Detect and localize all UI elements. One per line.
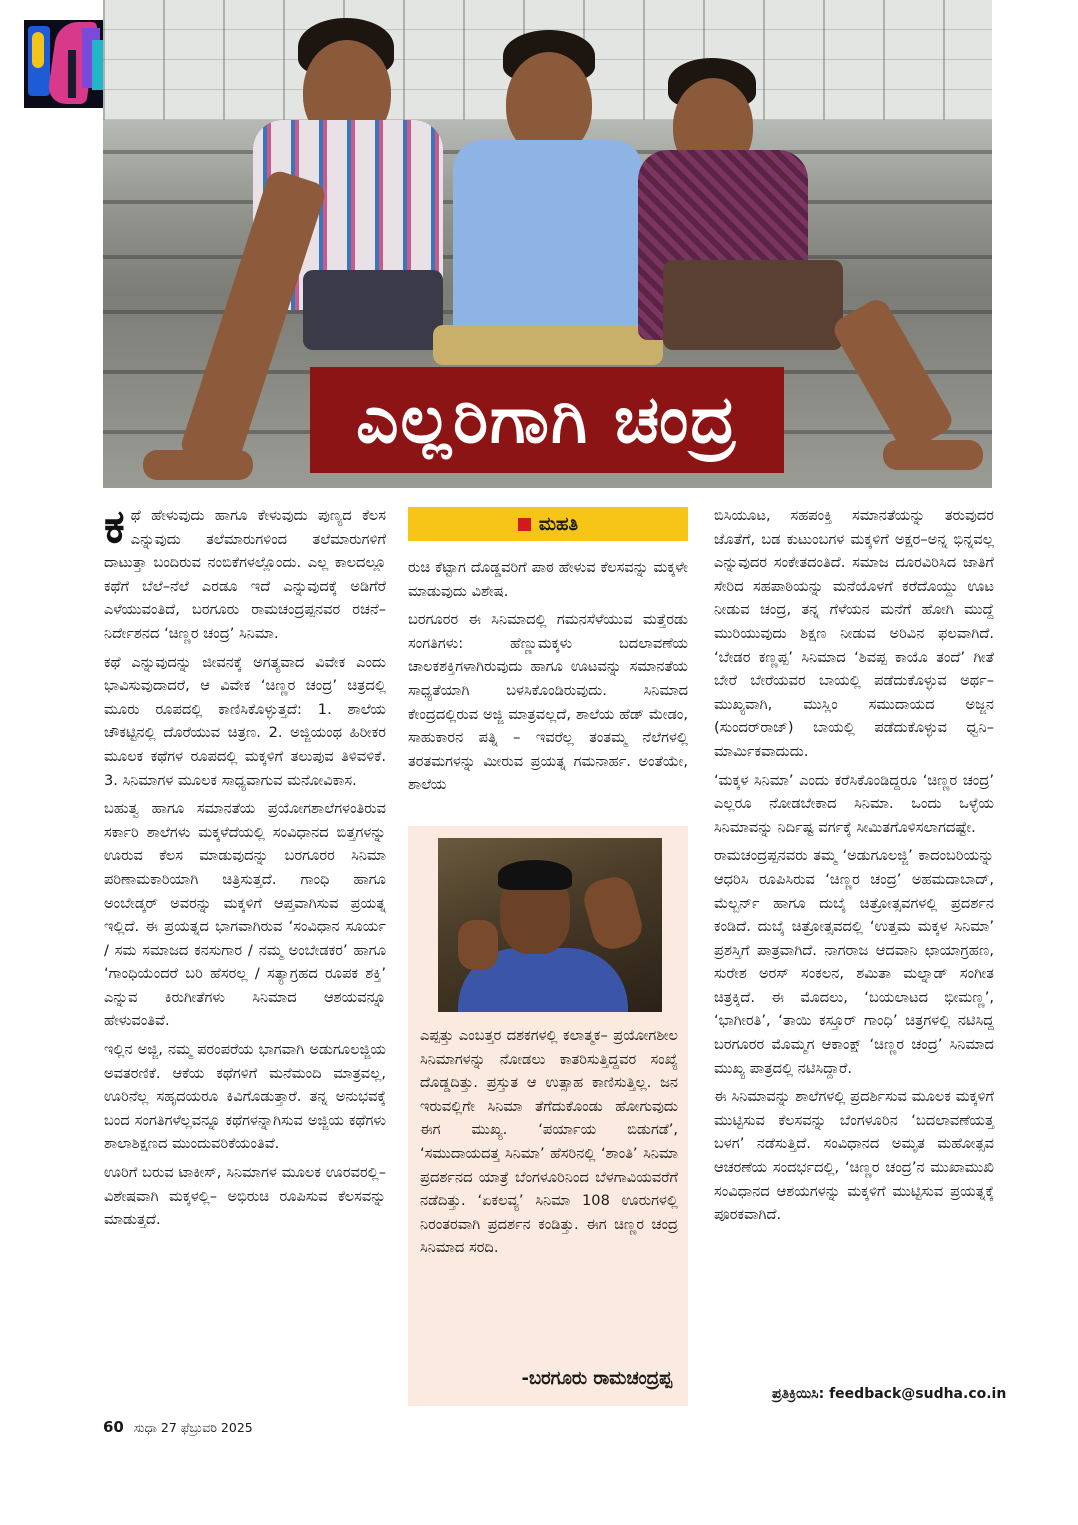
- paragraph: ಬಿಸಿಯೂಟ, ಸಹಪಂಕ್ತಿ ಸಮಾನತೆಯನ್ನು ತರುವುದರ ಜೊತೆಗೆ, ಬಡ ಕುಟುಂಬಗಳ ಮಕ್ಕಳಿಗೆ ಅಕ್ಷರ–ಅನ್ನ ಭಿನ್ನವಲ್ಲ ಎನ್ನುವುದರ ಸಂಕೇತದಂತಿದೆ. ಸಮಾಜ ದೂರವಿರಿಸಿದ ಜಾತಿಗೆ ಸೇರಿದ ಸಹಪಾಠಿಯನ್ನು ಮನೆಯೊಳಗೆ ಕರೆದೊಯ್ದು ಊಟ ನೀಡುವ ಚಂದ್ರ, ತನ್ನ ಗೆಳೆಯನ ಮನೆಗೆ ಹೋಗಿ ಮುದ್ದೆ ಮುರಿಯುವುದು ಶಿಕ್ಷಣ ನೀಡುವ ಅರಿವಿನ ಫಲವಾಗಿದೆ. ‘ಬೇಡರ ಕಣ್ಣಪ್ಪ’ ಸಿನಿಮಾದ ‘ಶಿವಪ್ಪ ಕಾಯೊ ತಂದೆ’ ಗೀತೆ ಬೇರೆ ಬೇರೆಯವರ ಬಾಯಲ್ಲಿ ಪಡೆದುಕೊಳ್ಳುವ ಅರ್ಥ– ಮುಖ್ಯವಾಗಿ, ಮುಸ್ಲಿಂ ಸಮುದಾಯದ ಅಜ್ಜನ (ಸುಂದರ್‌ರಾಜ್) ಬಾಯಲ್ಲಿ ಪಡೆದುಕೊಳ್ಳುವ ಧ್ವನಿ– ಮಾರ್ಮಿಕವಾದುದು.: [714, 507, 994, 760]
- paragraph: ಕಥೆ ಹೇಳುವುದು ಹಾಗೂ ಕೇಳುವುದು ಪುಣ್ಯದ ಕೆಲಸ ಎನ್ನುವುದು ತಲೆಮಾರುಗಳಿಂದ ತಲೆಮಾರುಗಳಿಗೆ ದಾಟುತ್ತಾ ಬಂದಿರುವ ನಂಬಿಕೆಗಳಲ್ಲೊಂದು. ಎಲ್ಲ ಕಾಲದಲ್ಲೂ ಕಥೆಗೆ ಬೆಲೆ–ನೆಲೆ ಎರಡೂ ಇದೆ ಎನ್ನುವುದಕ್ಕೆ ಅಡಿಗೆರೆ ಎಳೆಯುವಂತಿದೆ, ಬರಗೂರು ರಾಮಚಂದ್ರಪ್ಪನವರ ರಚನೆ–ನಿರ್ದೇಶನದ ‘ಚಿಣ್ಣರ ಚಂದ್ರ’ ಸಿನಿಮಾ.: [104, 499, 386, 642]
- paragraph: ಊರಿಗೆ ಬರುವ ಟಾಕೀಸ್, ಸಿನಿಮಾಗಳ ಮೂಲಕ ಊರವರಲ್ಲಿ– ವಿಶೇಷವಾಗಿ ಮಕ್ಕಳಲ್ಲಿ– ಅಭಿರುಚಿ ರೂಪಿಸುವ ಕೆಲಸವನ್ನು ಮಾಡುತ್ತದೆ.: [104, 1164, 386, 1229]
- page-footer: [103, 1418, 253, 1436]
- headline-banner: [310, 367, 784, 473]
- quote-signature: -ಬರಗೂರು ರಾಮಚಂದ್ರಪ್ಪ: [521, 1368, 672, 1389]
- dropcap: ಕ: [104, 499, 125, 553]
- author-byline: [408, 507, 688, 541]
- paragraph: ಬರಗೂರರ ಈ ಸಿನಿಮಾದಲ್ಲಿ ಗಮನಸೆಳೆಯುವ ಮತ್ತೆರಡು ಸಂಗತಿಗಳು: ಹೆಣ್ಣುಮಕ್ಕಳು ಬದಲಾವಣೆಯ ಚಾಲಕಶಕ್ತಿಗಳಾಗಿರುವುದು ಹಾಗೂ ಊಟವನ್ನು ಸಮಾನತೆಯ ಸಾಧ್ಯತೆಯಾಗಿ ಬಳಸಿಕೊಂಡಿರುವುದು. ಸಿನಿಮಾದ ಕೇಂದ್ರದಲ್ಲಿರುವ ಅಜ್ಜಿ ಮಾತ್ರವಲ್ಲದೆ, ಶಾಲೆಯ ಹೆಡ್ ಮೇಡಂ, ಸಾಹುಕಾರನ ಪತ್ನಿ – ಇವರೆಲ್ಲ ತಂತಮ್ಮ ನೆಲೆಗಳಲ್ಲಿ ತರತಮಗಳನ್ನು ಮೀರುವ ಪ್ರಯತ್ನ ಗಮನಾರ್ಹ. ಅಂತೆಯೇ, ಶಾಲೆಯ: [408, 611, 688, 794]
- issue-info: ಸುಧಾ 27 ಫೆಬ್ರುವರಿ 2025: [133, 1420, 253, 1435]
- paragraph: ಕಥೆ ಎನ್ನುವುದನ್ನು ಜೀವನಕ್ಕೆ ಅಗತ್ಯವಾದ ವಿವೇಕ ಎಂದು ಭಾವಿಸುವುದಾದರೆ, ಆ ವಿವೇಕ ‘ಚಿಣ್ಣರ ಚಂದ್ರ’ ಚಿತ್ರದಲ್ಲಿ ಮೂರು ರೂಪದಲ್ಲಿ ಕಾಣಿಸಿಕೊಳ್ಳುತ್ತದೆ: 1. ಶಾಲೆಯ ಚೌಕಟ್ಟಿನಲ್ಲಿ ದೊರೆಯುವ ಚಿತ್ರಣ. 2. ಅಜ್ಜಿಯಂಥ ಹಿರೀಕರ ಮೂಲಕ ಕಥೆಗಳ ರೂಪದಲ್ಲಿ ಮಕ್ಕಳಿಗೆ ತಲುಪುವ ತಿಳಿವಳಿಕೆ. 3. ಸಿನಿಮಾಗಳ ಮೂಲಕ ಸಾಧ್ಯವಾಗುವ ಮನೋವಿಕಾಸ.: [104, 653, 386, 789]
- director-quote-box: [408, 826, 688, 1406]
- section-logo: [24, 20, 110, 108]
- article-column-1: [104, 499, 386, 1237]
- paragraph: ಇಲ್ಲಿನ ಅಜ್ಜಿ, ನಮ್ಮ ಪರಂಪರೆಯ ಭಾಗವಾಗಿ ಅಡುಗೂಲಜ್ಜಿಯ ಅವತರಣಿಕೆ. ಆಕೆಯ ಕಥೆಗಳಿಗೆ ಮನೆಮಂದಿ ಮಾತ್ರವಲ್ಲ, ಊರಿನೆಲ್ಲ ಸಹೃದಯರೂ ಕಿವಿಗೊಡುತ್ತಾರೆ. ತನ್ನ ಅನುಭವಕ್ಕೆ ಬಂದ ಸಂಗತಿಗಳೆಲ್ಲವನ್ನೂ ಕಥೆಗಳನ್ನಾಗಿಸುವ ಅಜ್ಜಿಯ ಕಥೆಗಳು ಶಾಲಾಶಿಕ್ಷಣದ ಮುಂದುವರಿಕೆಯಂತಿವೆ.: [104, 1041, 386, 1153]
- page-number: 60: [103, 1418, 124, 1436]
- paragraph: ರಾಮಚಂದ್ರಪ್ಪನವರು ತಮ್ಮ ‘ಅಡುಗೂಲಜ್ಜಿ’ ಕಾದಂಬರಿಯನ್ನು ಆಧರಿಸಿ ರೂಪಿಸಿರುವ ‘ಚಿಣ್ಣರ ಚಂದ್ರ’ ಅಹಮದಾಬಾದ್, ಮೆಲ್ಬರ್ನ್ ಹಾಗೂ ದುಬೈ ಚಿತ್ರೋತ್ಸವಗಳಲ್ಲಿ ಪ್ರದರ್ಶನ ಕಂಡಿದೆ. ದುಬೈ ಚಿತ್ರೋತ್ಸವದಲ್ಲಿ ‘ಉತ್ತಮ ಮಕ್ಕಳ ಸಿನಿಮಾ’ ಪ್ರಶಸ್ತಿಗೆ ಪಾತ್ರವಾಗಿದೆ. ನಾಗರಾಜ ಆದವಾನಿ ಛಾಯಾಗ್ರಹಣ, ಸುರೇಶ ಅರಸ್ ಸಂಕಲನ, ಶಮಿತಾ ಮಲ್ನಾಡ್ ಸಂಗೀತ ಚಿತ್ರಕ್ಕಿದೆ. ಈ ಮೊದಲು, ‘ಬಯಲಾಟದ ಭೀಮಣ್ಣ’, ‘ಭಾಗೀರತಿ’, ‘ತಾಯಿ ಕಸ್ತೂರ್ ಗಾಂಧಿ’ ಚಿತ್ರಗಳಲ್ಲಿ ನಟಿಸಿದ್ದ ಬರಗೂರರ ಮೊಮ್ಮಗ ಆಕಾಂಕ್ಷ್ ‘ಚಿಣ್ಣರ ಚಂದ್ರ’ ಸಿನಿಮಾದ ಮುಖ್ಯ ಪಾತ್ರದಲ್ಲಿ ನಟಿಸಿದ್ದಾರೆ.: [714, 847, 994, 1077]
- article-column-3: [714, 504, 994, 1232]
- quote-text: ಎಪ್ಪತ್ತು ಎಂಬತ್ತರ ದಶಕಗಳಲ್ಲಿ ಕಲಾತ್ಮಕ– ಪ್ರಯೋಗಶೀಲ ಸಿನಿಮಾಗಳನ್ನು ನೋಡಲು ಕಾತರಿಸುತ್ತಿದ್ದವರ ಸಂಖ್ಯೆ ದೊಡ್ಡದಿತ್ತು. ಪ್ರಸ್ತುತ ಆ ಉತ್ಸಾಹ ಕಾಣಿಸುತ್ತಿಲ್ಲ. ಜನ ಇರುವಲ್ಲಿಗೇ ಸಿನಿಮಾ ತೆಗೆದುಕೊಂಡು ಹೋಗುವುದು ಈಗ ಮುಖ್ಯ. ‘ಪರ್ಯಾಯ ಬಿಡುಗಡೆ’, ‘ಸಮುದಾಯದತ್ತ ಸಿನಿಮಾ’ ಹೆಸರಿನಲ್ಲಿ ‘ಶಾಂತಿ’ ಸಿನಿಮಾ ಪ್ರದರ್ಶನದ ಯಾತ್ರೆ ಬೆಂಗಳೂರಿನಿಂದ ಬೆಳಗಾವಿಯವರೆಗೆ ನಡೆದಿತ್ತು. ‘ಏಕಲವ್ಯ’ ಸಿನಿಮಾ 108 ಊರುಗಳಲ್ಲಿ ನಿರಂತರವಾಗಿ ಪ್ರದರ್ಶನ ಕಂಡಿತ್ತು. ಈಗ ಚಿಣ್ಣರ ಚಂದ್ರ ಸಿನಿಮಾದ ಸರದಿ.: [420, 1027, 678, 1257]
- paragraph: ಬಹುತ್ವ ಹಾಗೂ ಸಮಾನತೆಯ ಪ್ರಯೋಗಶಾಲೆಗಳಂತಿರುವ ಸರ್ಕಾರಿ ಶಾಲೆಗಳು ಮಕ್ಕಳೆದೆಯಲ್ಲಿ ಸಂವಿಧಾನದ ಬಿತ್ತಗಳನ್ನು ಊರುವ ಕೆಲಸ ಮಾಡುವುದನ್ನು ಬರಗೂರರ ಸಿನಿಮಾ ಪರಿಣಾಮಕಾರಿಯಾಗಿ ಚಿತ್ರಿಸುತ್ತದೆ. ಗಾಂಧಿ ಹಾಗೂ ಅಂಬೇಡ್ಕರ್ ಅವರನ್ನು ಮಕ್ಕಳಿಗೆ ಆಪ್ತವಾಗಿಸುವ ಪ್ರಯತ್ನ ಇಲ್ಲಿದೆ. ಈ ಪ್ರಯತ್ನದ ಭಾಗವಾಗಿರುವ ‘ಸಂವಿಧಾನ ಸೂರ್ಯ / ಸಮ ಸಮಾಜದ ಕನಸುಗಾರ / ನಮ್ಮ ಅಂಬೇಡಕರ’ ಹಾಗೂ ‘ಗಾಂಧಿಯೆಂದರೆ ಬರಿ ಹೆಸರಲ್ಲ / ಸತ್ಯಾಗ್ರಹದ ರೂಪಕ ಶಕ್ತಿ’ ಎನ್ನುವ ಕಿರುಗೀತೆಗಳು ಸಿನಿಮಾದ ಆಶಯವನ್ನೂ ಹೇಳುವಂತಿವೆ.: [104, 800, 386, 1030]
- paragraph: ರುಚಿ ಕೆಟ್ಟಾಗ ದೊಡ್ಡವರಿಗೆ ಪಾಠ ಹೇಳುವ ಕೆಲಸವನ್ನು ಮಕ್ಕಳೇ ಮಾಡುವುದು ವಿಶೇಷ.: [408, 559, 688, 600]
- byline-square-icon: [518, 518, 531, 531]
- feedback-line: ಪ್ರತಿಕ್ರಿಯಿಸಿ: feedback@sudha.co.in: [772, 1386, 1007, 1402]
- paragraph: ‘ಮಕ್ಕಳ ಸಿನಿಮಾ’ ಎಂದು ಕರೆಸಿಕೊಂಡಿದ್ದರೂ ‘ಚಿಣ್ಣರ ಚಂದ್ರ’ ಎಲ್ಲರೂ ನೋಡಬೇಕಾದ ಸಿನಿಮಾ. ಒಂದು ಒಳ್ಳೆಯ ಸಿನಿಮಾವನ್ನು ನಿರ್ದಿಷ್ಟ ವರ್ಗಕ್ಕೆ ಸೀಮಿತಗೊಳಿಸಲಾಗದಷ್ಟೇ.: [714, 771, 994, 836]
- paragraph: ಈ ಸಿನಿಮಾವನ್ನು ಶಾಲೆಗಳಲ್ಲಿ ಪ್ರದರ್ಶಿಸುವ ಮೂಲಕ ಮಕ್ಕಳಿಗೆ ಮುಟ್ಟಿಸುವ ಕೆಲಸವನ್ನು ಬೆಂಗಳೂರಿನ ‘ಬದಲಾವಣೆಯತ್ತ ಬಳಗ’ ನಡೆಸುತ್ತಿದೆ. ಸಂವಿಧಾನದ ಅಮೃತ ಮಹೋತ್ಸವ ಆಚರಣೆಯ ಸಂದರ್ಭದಲ್ಲಿ, ‘ಚಿಣ್ಣರ ಚಂದ್ರ’ನ ಮುಖಾಮುಖಿ ಸಂವಿಧಾನದ ಆಶಯಗಳನ್ನು ಮಕ್ಕಳಿಗೆ ಮುಟ್ಟಿಸುವ ಪ್ರಯತ್ನಕ್ಕೆ ಪೂರಕವಾಗಿದೆ.: [714, 1088, 994, 1224]
- author-name: ಮಹತಿ: [538, 513, 579, 535]
- director-portrait: [438, 838, 662, 1012]
- headline: ಎಲ್ಲರಿಗಾಗಿ ಚಂದ್ರ: [356, 380, 738, 458]
